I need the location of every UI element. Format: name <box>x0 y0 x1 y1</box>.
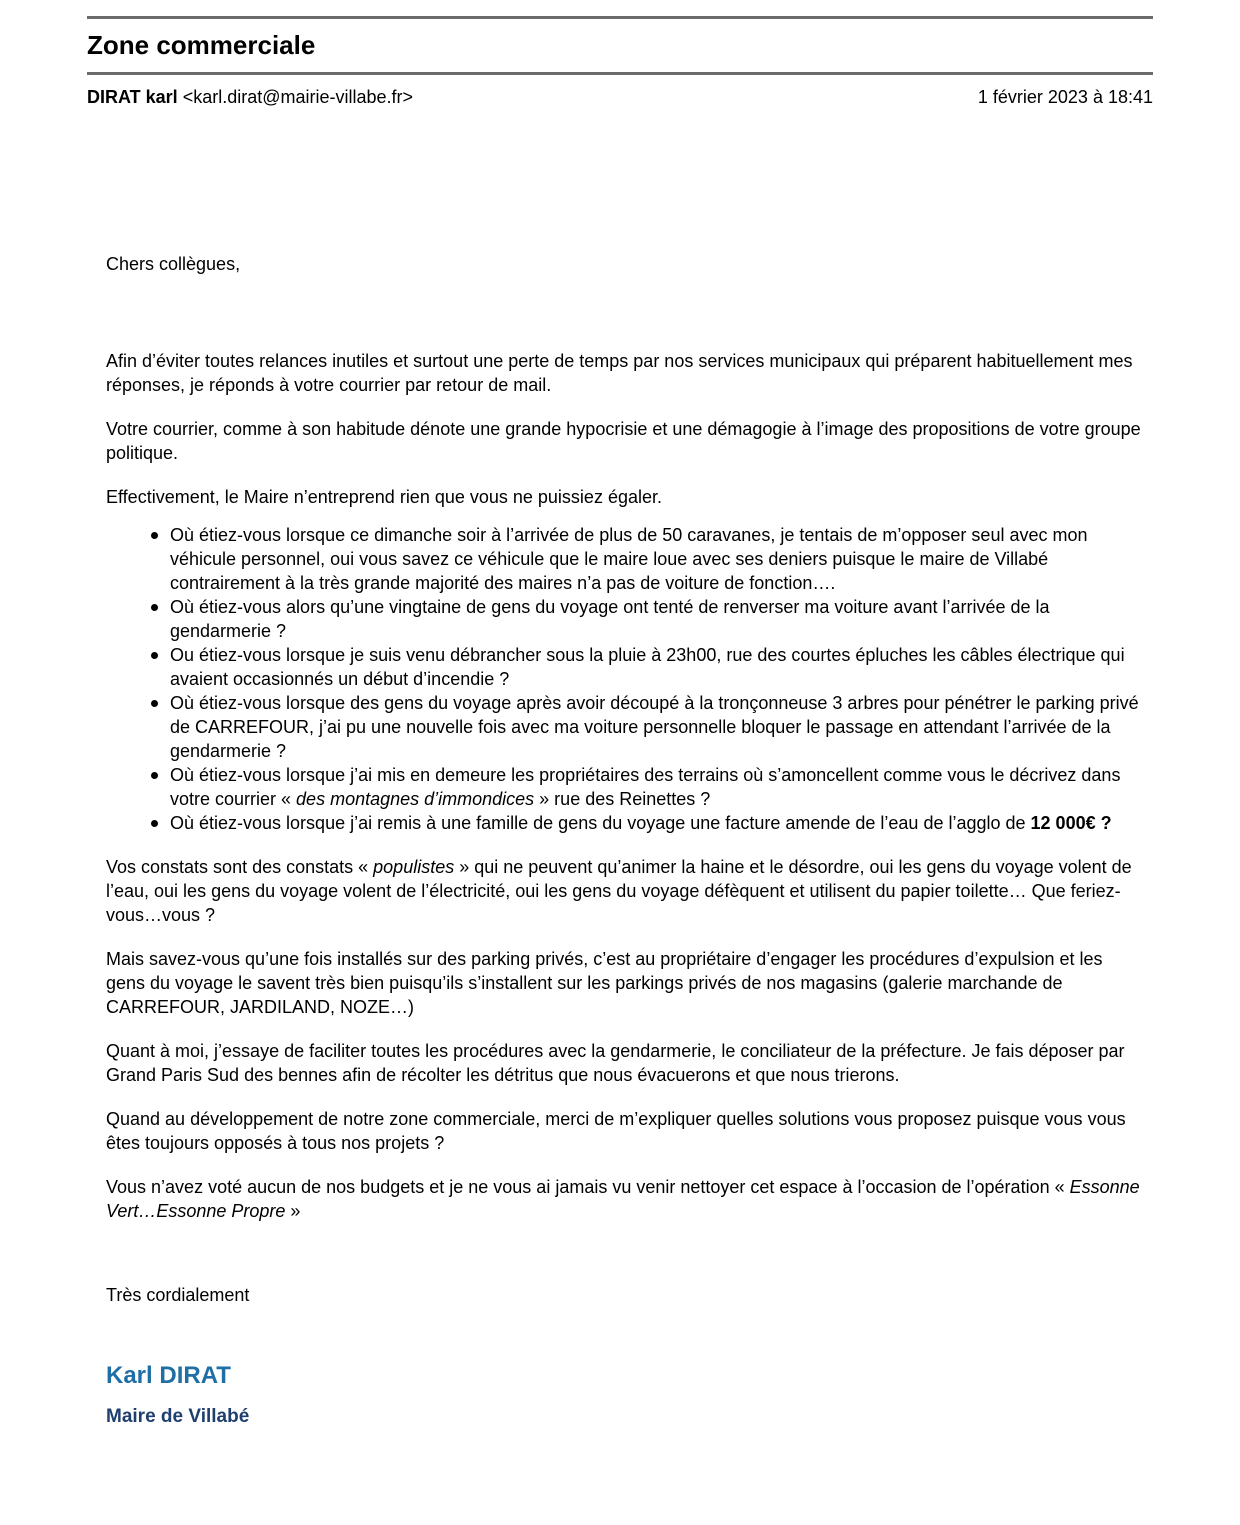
bullet-icon <box>151 604 158 611</box>
bullet-list <box>106 523 1146 835</box>
bullet-icon <box>151 652 158 659</box>
paragraph-essonne: Vous n’avez voté aucun de nos budgets et je ne vous ai jamais vu venir nettoyer cet espace à l’occasion de l’opération « Essonne Vert…Essonne Propre » <box>106 1177 1140 1221</box>
header-bottom-divider <box>87 72 1153 75</box>
header-top-divider <box>87 16 1153 19</box>
amount-bold: 12 000€ ? <box>1030 813 1112 833</box>
sender <box>87 86 413 108</box>
list-item: Où étiez-vous lorsque ce dimanche soir à l’arrivée de plus de 50 caravanes, je tentais de m’opposer seul avec mon véhicule personnel, oui vous savez ce véhicule que le maire loue avec ses deniers puisque le maire de Villabé contrairement à la très grande majorité des maires n’a pas de voiture de fonction…. <box>170 523 1146 595</box>
essonne-italic: Essonne Vert…Essonne Propre <box>106 1177 1140 1221</box>
bullet-icon <box>151 772 158 779</box>
paragraph-middle-3: Quand au développement de notre zone commerciale, merci de m’expliquer quelles solutions vous proposez puisque vous vous êtes toujours opposés à tous nos projets ? <box>106 1109 1126 1153</box>
paragraph-intro-3: Effectivement, le Maire n’entreprend rien que vous ne puissiez égaler. <box>106 487 662 507</box>
list-item: Où étiez-vous lorsque des gens du voyage après avoir découpé à la tronçonneuse 3 arbres pour pénétrer le parking privé de CARREFOUR, j’ai pu une nouvelle fois avec ma voiture personnelle bloquer le passage en attendant l’arrivée de la gendarmerie ? <box>170 691 1146 763</box>
bullet-icon <box>151 700 158 707</box>
greeting: Chers collègues, <box>106 254 241 274</box>
signature-title: Maire de Villabé <box>106 1406 250 1427</box>
paragraph-intro-1: Afin d’éviter toutes relances inutiles et surtout une perte de temps par nos services municipaux qui préparent habituellement mes réponses, je réponds à votre courrier par retour de mail. <box>106 351 1133 395</box>
paragraph-middle-1: Mais savez-vous qu’une fois installés sur des parking privés, c’est au propriétaire d’engager les procédures d’expulsion et les gens du voyage le savent très bien puisqu’ils s’installent sur les parkings privés de nos magasins (galerie marchande de CARREFOUR, JARDILAND, NOZE…) <box>106 949 1103 1017</box>
signature-name: Karl DIRAT <box>106 1362 231 1389</box>
sender-name: DIRAT karl <box>87 87 178 107</box>
list-item: Ou étiez-vous lorsque je suis venu débrancher sous la pluie à 23h00, rue des courtes épluches les câbles électrique qui avaient occasionnés un début d’incendie ? <box>170 643 1146 691</box>
paragraph-populistes: Vos constats sont des constats « populistes » qui ne peuvent qu’animer la haine et le désordre, oui les gens du voyage volent de l’eau, oui les gens du voyage volent de l’électricité, oui les gens du voyage défèquent et utilisent du papier toilette… Que feriez-vous…vous ? <box>106 857 1132 925</box>
email-date: 1 février 2023 à 18:41 <box>977 87 1153 107</box>
paragraph-intro-2: Votre courrier, comme à son habitude dénote une grande hypocrisie et une démagogie à l’image des propositions de votre groupe politique. <box>106 419 1141 463</box>
closing: Très cordialement <box>106 1285 250 1305</box>
bullet-icon <box>151 820 158 827</box>
list-item: Où étiez-vous lorsque j’ai remis à une famille de gens du voyage une facture amende de l’eau de l’agglo de 12 000€ ? <box>170 811 1146 835</box>
sender-email[interactable]: <karl.dirat@mairie-villabe.fr> <box>182 87 414 107</box>
populistes-italic: populistes <box>373 857 455 877</box>
email-subject: Zone commerciale <box>87 30 316 60</box>
list-item: Où étiez-vous lorsque j’ai mis en demeure les propriétaires des terrains où s’amoncellent comme vous le décrivez dans votre courrier « des montagnes d’immondices » rue des Reinettes ? <box>170 763 1146 811</box>
quote-italic: des montagnes d’immondices <box>296 789 535 809</box>
paragraph-middle-2: Quant à moi, j’essaye de faciliter toutes les procédures avec la gendarmerie, le conciliateur de la préfecture. Je fais déposer par Grand Paris Sud des bennes afin de récolter les détritus que nous évacuerons et que nous trierons. <box>106 1041 1125 1085</box>
list-item: Où étiez-vous alors qu’une vingtaine de gens du voyage ont tenté de renverser ma voiture avant l’arrivée de la gendarmerie ? <box>170 595 1146 643</box>
email-meta <box>87 86 1153 108</box>
bullet-icon <box>151 532 158 539</box>
email-body <box>106 252 1146 1429</box>
